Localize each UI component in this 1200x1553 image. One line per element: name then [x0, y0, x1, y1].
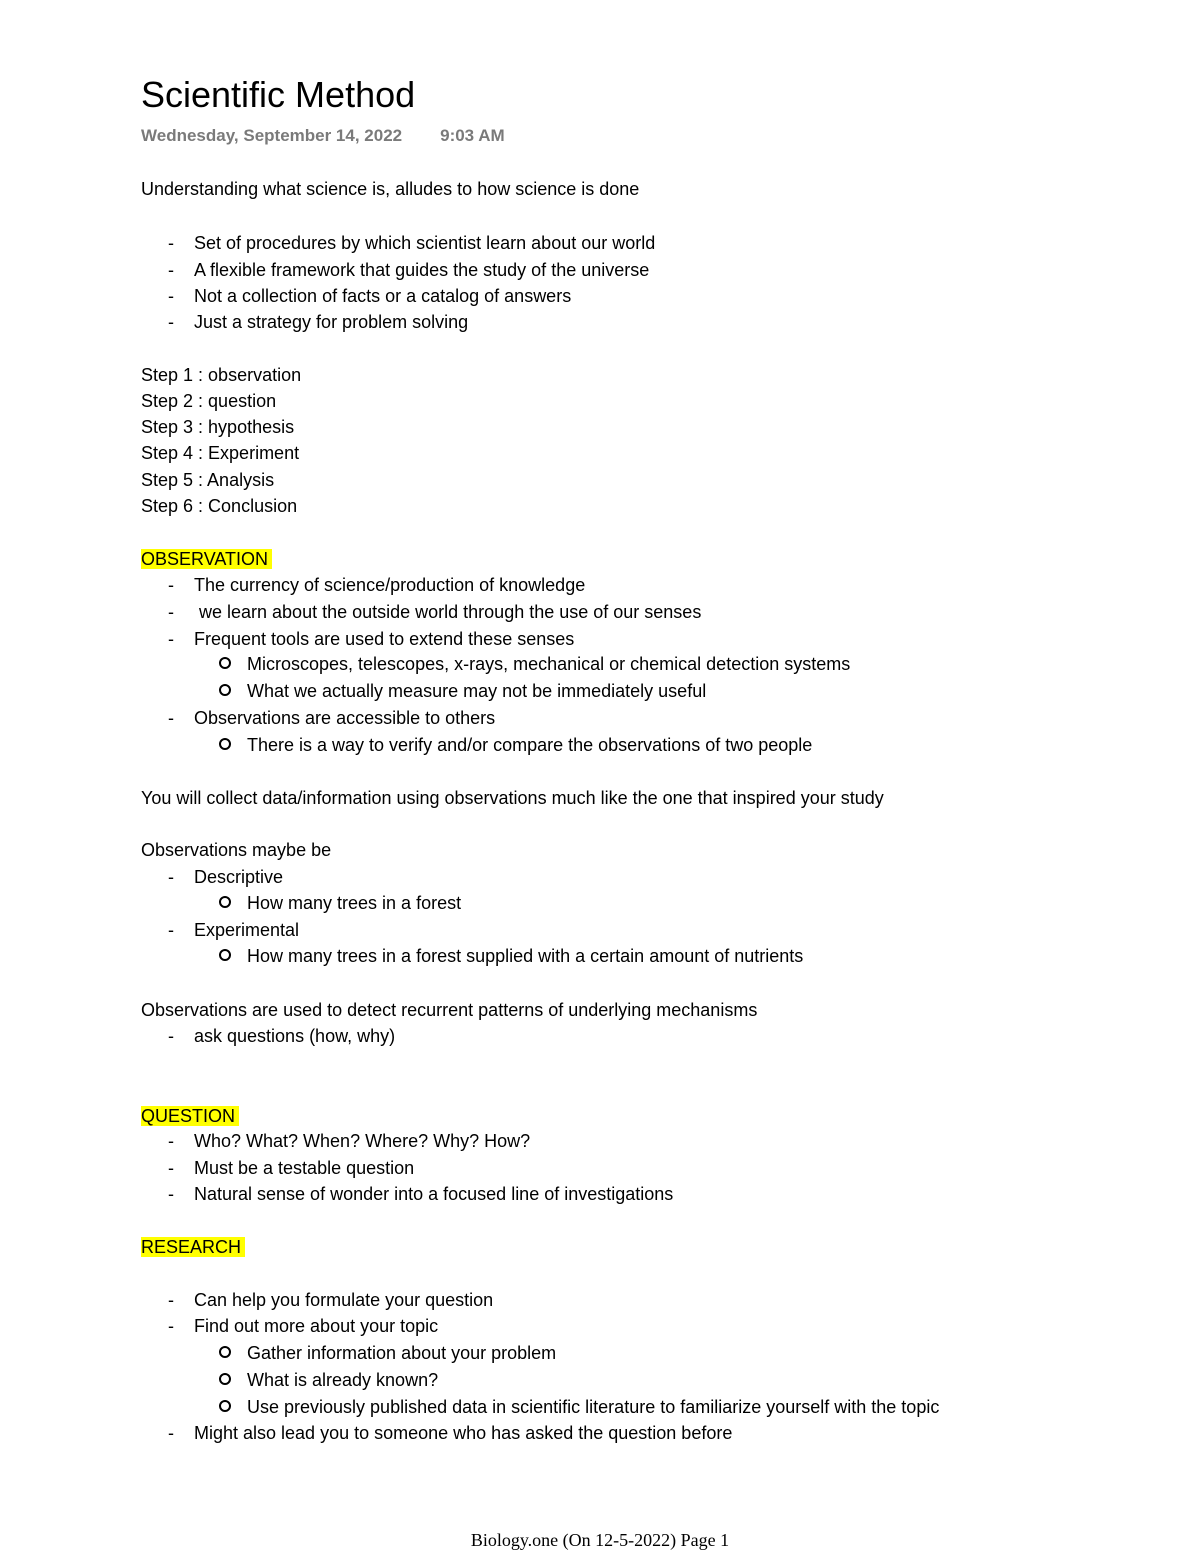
list-item: Frequent tools are used to extend these senses: [194, 629, 575, 649]
page-date: Wednesday, September 14, 2022: [141, 126, 403, 145]
page-footer: Biology.one (On 12-5-2022) Page 1: [470, 1530, 730, 1550]
step-line: Step 2 : question: [141, 391, 277, 411]
sub-list-item: Gather information about your problem: [247, 1343, 557, 1363]
page-title: Scientific Method: [141, 74, 416, 115]
highlighted-heading: OBSERVATION: [141, 549, 272, 569]
list-item: Might also lead you to someone who has asked the question before: [194, 1423, 733, 1443]
sub-bullet-circle: [219, 1346, 231, 1358]
list-item: Find out more about your topic: [194, 1316, 439, 1336]
step-line: Step 4 : Experiment: [141, 443, 300, 463]
sub-list-item: Use previously published data in scientific literature to familiarize yourself with the topic: [247, 1397, 940, 1417]
highlighted-heading: QUESTION: [141, 1106, 239, 1126]
sub-list-item: How many trees in a forest supplied with a certain amount of nutrients: [247, 946, 804, 966]
bullet-dash: -: [168, 708, 174, 728]
list-item: Can help you formulate your question: [194, 1290, 494, 1310]
page-time: 9:03 AM: [440, 126, 505, 145]
section-heading-observation: [141, 547, 272, 571]
bullet-dash: -: [168, 1158, 174, 1178]
sub-list-item: What we actually measure may not be immediately useful: [247, 681, 707, 701]
bullet-dash: -: [168, 1316, 174, 1336]
list-item: Experimental: [194, 920, 300, 940]
sub-bullet-circle: [219, 1400, 231, 1412]
bullet-dash: -: [168, 629, 174, 649]
sub-list-item: Microscopes, telescopes, x-rays, mechanical or chemical detection systems: [247, 654, 851, 674]
sub-bullet-circle: [219, 684, 231, 696]
sub-list-item: How many trees in a forest: [247, 893, 462, 913]
list-item: Natural sense of wonder into a focused line of investigations: [194, 1184, 674, 1204]
bullet-dash: -: [168, 575, 174, 595]
sub-bullet-circle: [219, 1373, 231, 1385]
bullet-dash: -: [168, 1184, 174, 1204]
bullet-dash: -: [168, 920, 174, 940]
bullet-dash: -: [168, 1290, 174, 1310]
list-item: Set of procedures by which scientist learn about our world: [194, 233, 656, 253]
sub-bullet-circle: [219, 896, 231, 908]
section-heading-question: [141, 1104, 239, 1128]
list-item: we learn about the outside world through the use of our senses: [199, 602, 702, 622]
step-line: Step 1 : observation: [141, 365, 302, 385]
sub-bullet-circle: [219, 738, 231, 750]
bullet-dash: -: [168, 1423, 174, 1443]
paragraph-line: You will collect data/information using observations much like the one that inspired your study: [141, 788, 884, 808]
list-item: The currency of science/production of knowledge: [194, 575, 586, 595]
bullet-dash: -: [168, 1131, 174, 1151]
bullet-dash: -: [168, 312, 174, 332]
paragraph-line: Observations maybe be: [141, 840, 332, 860]
paragraph-line: Observations are used to detect recurrent patterns of underlying mechanisms: [141, 1000, 758, 1020]
list-item: Must be a testable question: [194, 1158, 415, 1178]
section-heading-research: [141, 1235, 245, 1259]
bullet-dash: -: [168, 286, 174, 306]
bullet-dash: -: [168, 260, 174, 280]
list-item: Just a strategy for problem solving: [194, 312, 469, 332]
bullet-dash: -: [168, 1026, 174, 1046]
step-line: Step 3 : hypothesis: [141, 417, 295, 437]
list-item: A flexible framework that guides the study of the universe: [194, 260, 650, 280]
list-item: ask questions (how, why): [194, 1026, 396, 1046]
sub-list-item: There is a way to verify and/or compare the observations of two people: [247, 735, 813, 755]
list-item: Who? What? When? Where? Why? How?: [194, 1131, 531, 1151]
sub-bullet-circle: [219, 657, 231, 669]
list-item: Observations are accessible to others: [194, 708, 496, 728]
bullet-dash: -: [168, 602, 174, 622]
bullet-dash: -: [168, 867, 174, 887]
step-line: Step 6 : Conclusion: [141, 496, 298, 516]
list-item: Descriptive: [194, 867, 284, 887]
sub-list-item: What is already known?: [247, 1370, 439, 1390]
list-item: Not a collection of facts or a catalog of answers: [194, 286, 572, 306]
highlighted-heading: RESEARCH: [141, 1237, 245, 1257]
bullet-dash: -: [168, 233, 174, 253]
page-datetime: [141, 126, 505, 146]
intro-line: Understanding what science is, alludes to how science is done: [141, 179, 640, 199]
step-line: Step 5 : Analysis: [141, 470, 275, 490]
sub-bullet-circle: [219, 949, 231, 961]
